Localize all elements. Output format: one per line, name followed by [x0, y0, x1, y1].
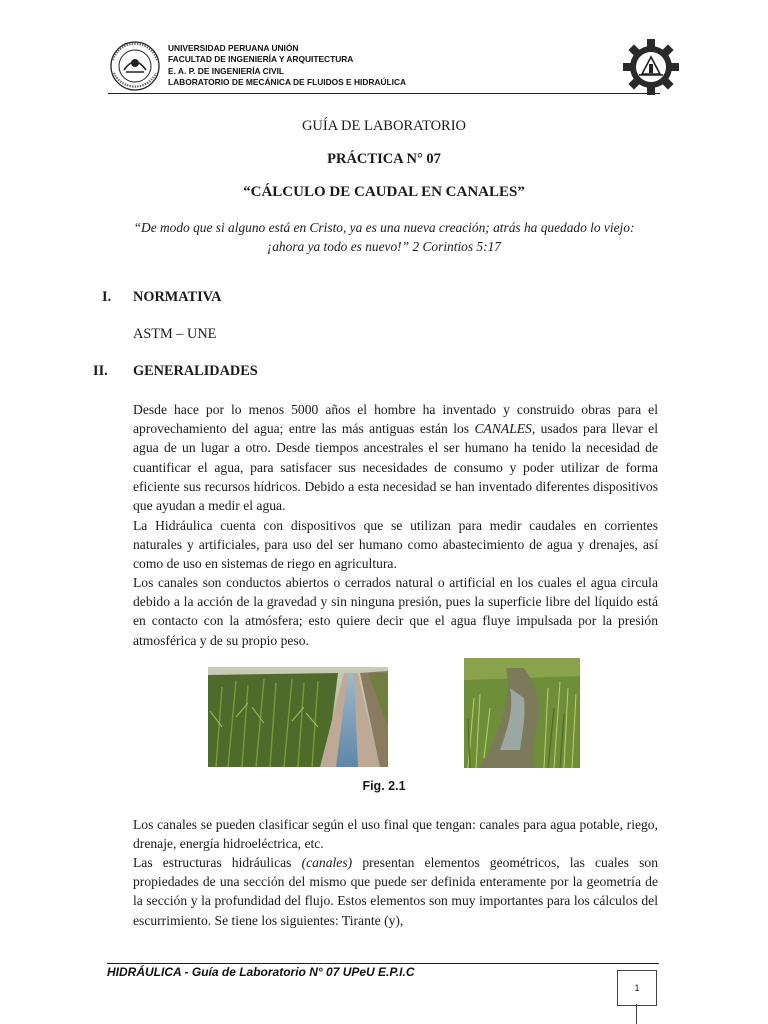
canal-photo-right	[464, 658, 580, 768]
footer-text: HIDRÁULICA - Guía de Laboratorio N° 07 UPeU E.P.I.C	[107, 965, 415, 979]
page-box-line	[636, 1004, 637, 1024]
emphasis-text: CANALES	[474, 421, 532, 437]
section-number: II.	[93, 363, 108, 379]
paragraph-text: presentan elementos geométricos, las cuales son propiedades de una sección del mismo que puede ser definida enteramente por la geometría de la sección y la profundidad del flujo. Estos elementos son muy importantes para los cálculos del escurrimiento. Se tiene los siguientes: Tirante (y),	[133, 855, 659, 928]
institution-line: LABORATORIO DE MECÁNICA DE FLUIDOS E HIDRAÚLICA	[168, 77, 407, 88]
emphasis-text: (canales)	[301, 855, 353, 870]
paragraph: Los canales se pueden clasificar según el uso final que tengan: canales para agua potable, riego, drenaje, energía hidroeléctrica, etc.	[133, 817, 658, 852]
institution-line: UNIVERSIDAD PERUANA UNIÓN	[168, 43, 299, 53]
bible-quote	[100, 218, 668, 256]
university-seal-icon	[104, 40, 166, 92]
section-heading-normativa: NORMATIVA	[133, 289, 222, 305]
section-heading-generalidades: GENERALIDADES	[133, 363, 258, 379]
civil-engineering-gear-icon	[622, 38, 680, 96]
header-divider	[108, 93, 660, 94]
paragraph	[133, 400, 658, 515]
guide-title: GUÍA DE LABORATORIO	[301, 118, 467, 134]
practice-number: PRÁCTICA N° 07	[327, 151, 441, 167]
section-number: I.	[102, 289, 112, 305]
practice-title: “CÁLCULO DE CAUDAL EN CANALES”	[243, 184, 525, 200]
paragraph-text: , usados para llevar el agua de un lugar a otro. Desde tiempos ancestrales el ser humano ha tenido la necesidad de cuantificar el agua, para satisfacer sus necesidades de consumo y poder utilizar de forma eficiente sus recursos hídricos. Debido a esta necesidad se han inventado diferentes dispositivos que ayudan a medir el agua.	[133, 421, 658, 514]
paragraph-text: Desde hace por lo menos 5000 años el hombre ha inventado y construido obras para el aprovechamiento del agua; entre las más antiguas están los	[133, 402, 658, 437]
paragraph: Los canales son conductos abiertos o cerrados natural o artificial en los cuales el agua circula debido a la acción de la gravedad y sin ninguna presión, pues la superficie libre del líquido está en contacto con la atmósfera; esto quiere decir que el agua fluye impulsada por la presión atmosférica y de su propio peso.	[133, 575, 658, 648]
quote-line: ¡ahora ya todo es nuevo!” 2 Corintios 5:17	[267, 239, 501, 254]
canal-photo-left	[208, 667, 388, 767]
quote-line: “De modo que si alguno está en Cristo, ya es una nueva creación; atrás ha quedado lo viejo:	[133, 220, 635, 235]
paragraph: La Hidráulica cuenta con dispositivos que se utilizan para medir caudales en corrientes naturales y artificiales, para uso del ser humano como abastecimiento de agua y drenajes, así como de uso en sistemas de riego en agricultura.	[133, 518, 658, 572]
paragraph	[133, 853, 658, 930]
paragraph-text: Las estructuras hidráulicas	[133, 855, 302, 870]
institution-line: FACULTAD DE INGENIERÍA Y ARQUITECTURA	[168, 54, 354, 65]
footer-divider	[107, 963, 659, 964]
institution-line: E. A. P. DE INGENIERÍA CIVIL	[168, 65, 285, 76]
institution-header	[168, 43, 406, 89]
norms-text: ASTM – UNE	[133, 326, 217, 342]
page-number: 1	[634, 983, 640, 993]
figure-caption: Fig. 2.1	[362, 779, 406, 793]
